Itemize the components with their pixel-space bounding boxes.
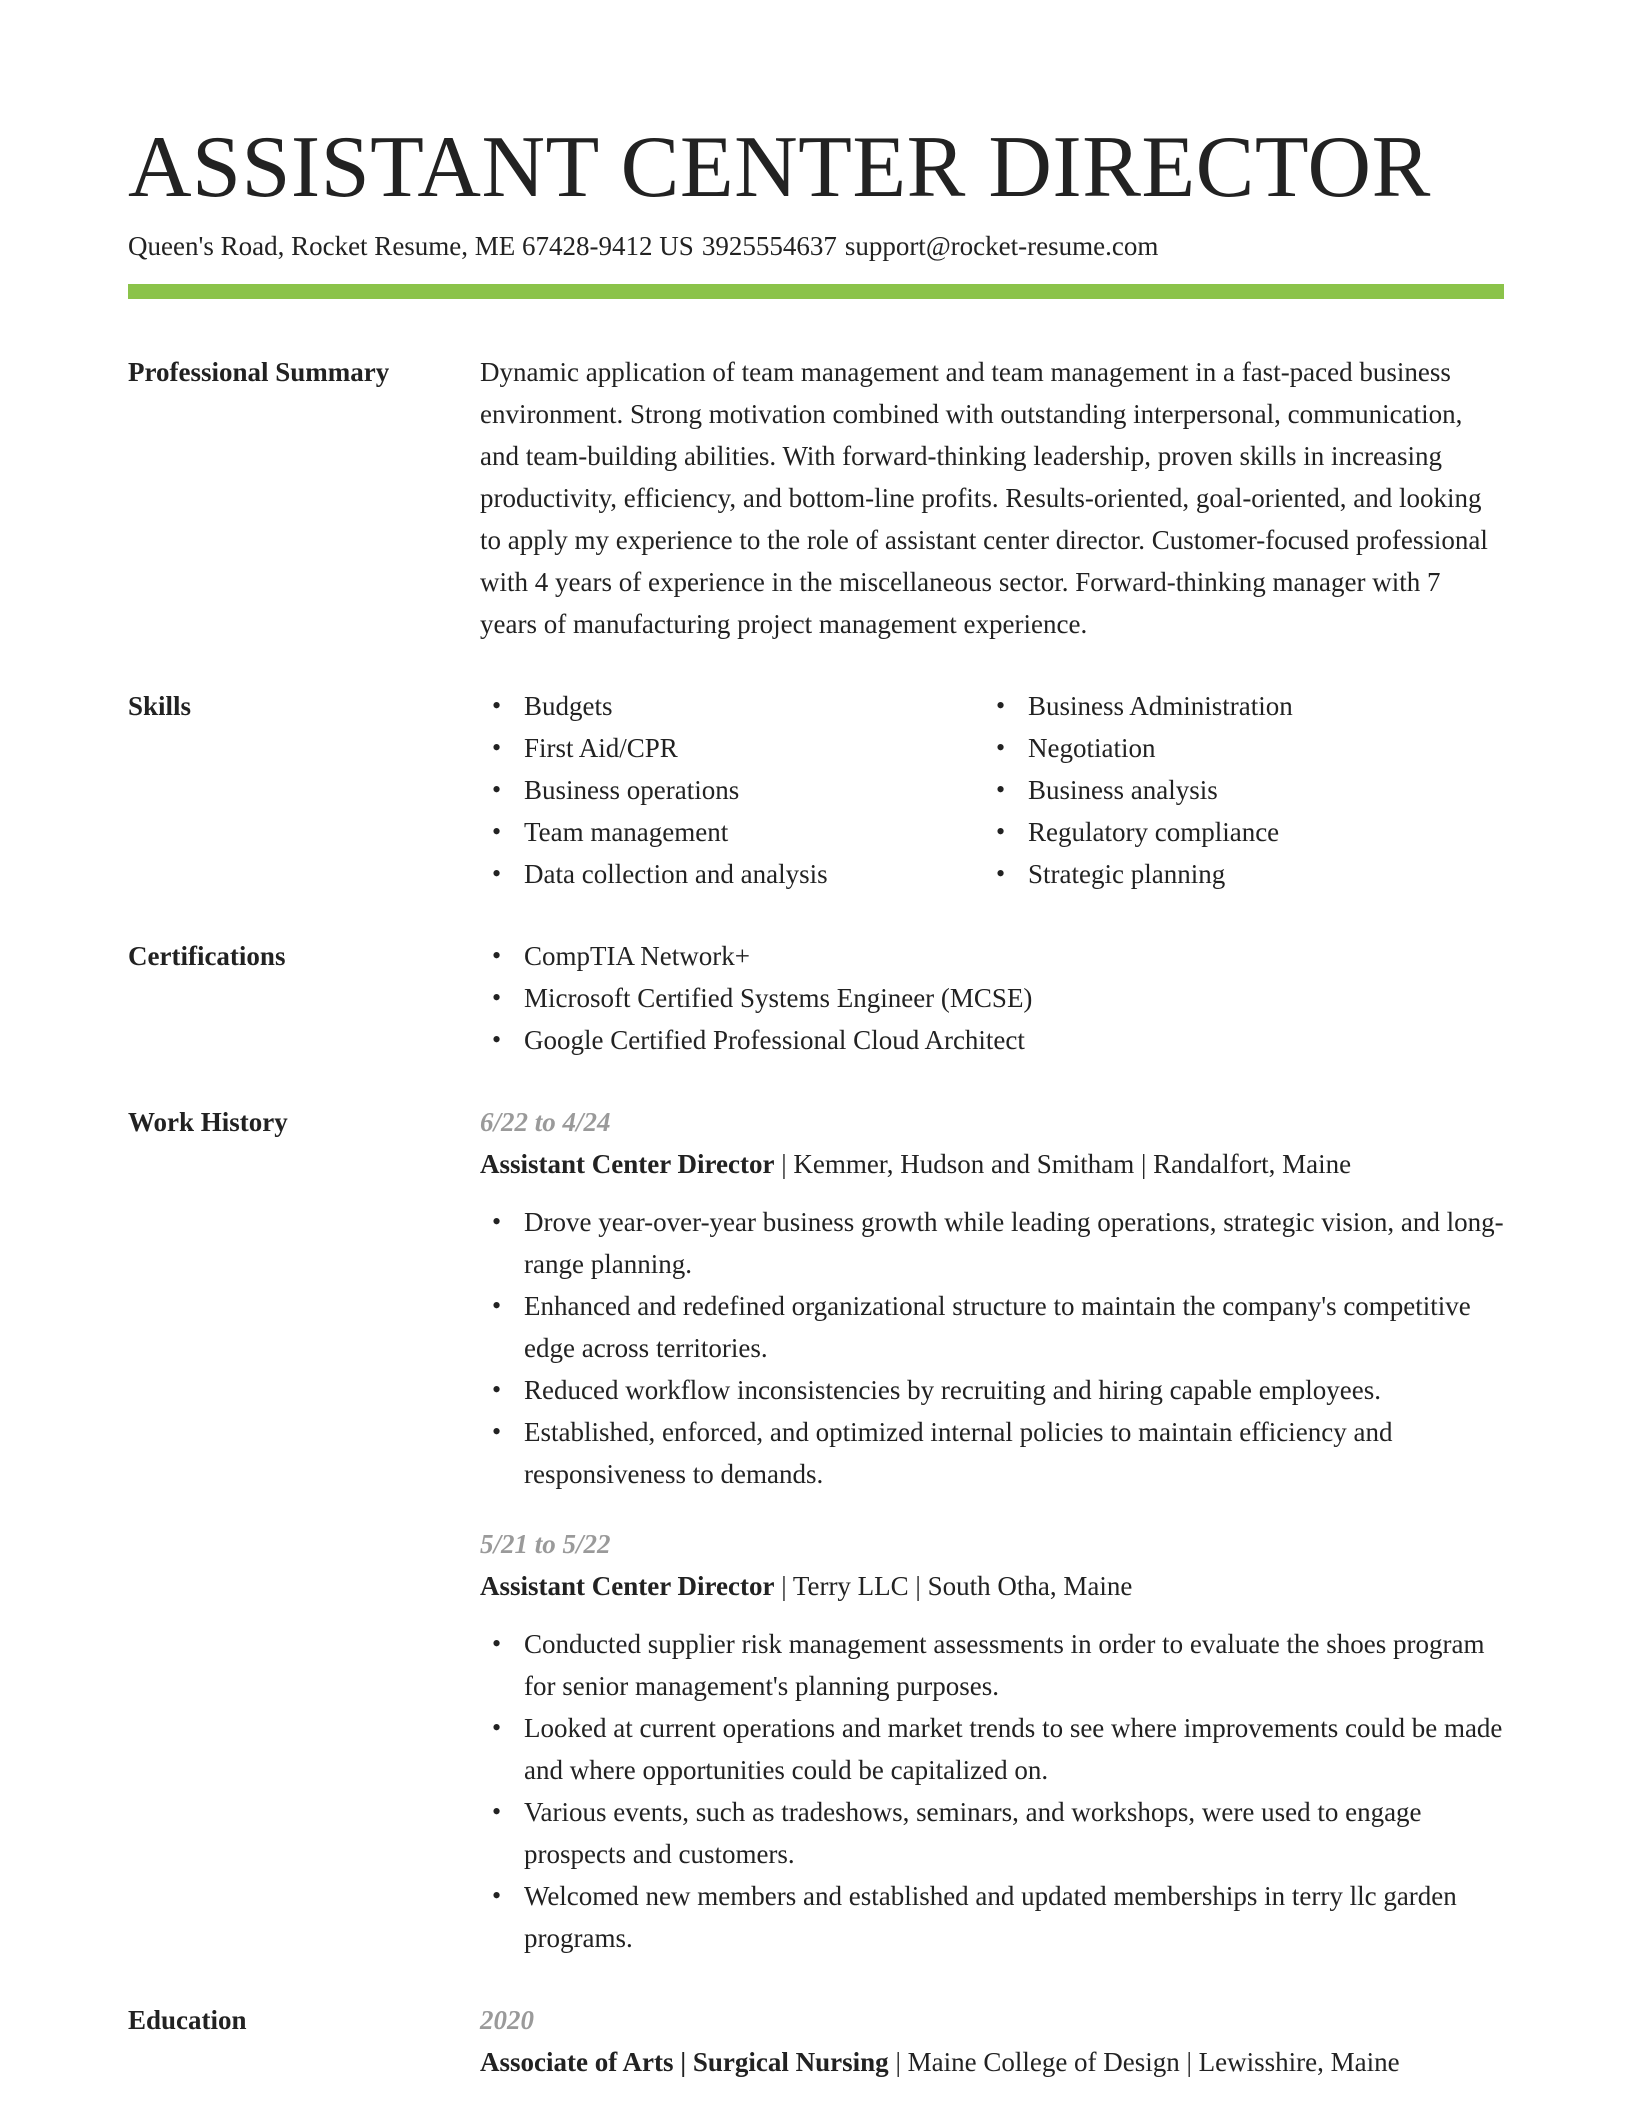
contact-email: support@rocket-resume.com (844, 231, 1159, 261)
job-duty-item: • Reduced workflow inconsistencies by recruiting and hiring capable employees. (480, 1369, 1504, 1411)
job-role: Assistant Center Director (480, 1571, 775, 1601)
work-history-heading: Work History (128, 1107, 288, 1137)
summary-section (128, 351, 1504, 645)
skills-column-left (480, 685, 984, 895)
job-title-line (480, 1565, 1504, 1607)
job-employer-location: | Kemmer, Hudson and Smitham | Randalfort, Maine (774, 1149, 1352, 1179)
job-entry (480, 1523, 1504, 1959)
summary-heading: Professional Summary (128, 357, 390, 387)
certification-item: • CompTIA Network+ (480, 935, 1504, 977)
job-duty-item: • Conducted supplier risk management assessments in order to evaluate the shoes program for senior management's planning purposes. (480, 1623, 1504, 1707)
job-entry (480, 1101, 1504, 1495)
skills-column-right (984, 685, 1488, 895)
job-duty-item: • Enhanced and redefined organizational structure to maintain the company's competitive edge across territories. (480, 1285, 1504, 1369)
skills-heading: Skills (128, 691, 192, 721)
job-duty-item: • Looked at current operations and market trends to see where improvements could be made and where opportunities could be capitalized on. (480, 1707, 1504, 1791)
certifications-heading: Certifications (128, 941, 286, 971)
skill-item: • Regulatory compliance (984, 811, 1488, 853)
job-role: Assistant Center Director (480, 1149, 775, 1179)
header-divider (128, 284, 1504, 299)
certifications-section (128, 935, 1504, 1061)
contact-address: Queen's Road, Rocket Resume, ME 67428-9412 US (128, 231, 694, 261)
skill-item: • Business analysis (984, 769, 1488, 811)
job-duty-item: • Established, enforced, and optimized internal policies to maintain efficiency and responsiveness to demands. (480, 1411, 1504, 1495)
job-title-line (480, 1143, 1504, 1185)
job-employer-location: | Terry LLC | South Otha, Maine (774, 1571, 1133, 1601)
skill-item: • Strategic planning (984, 853, 1488, 895)
certification-item: • Google Certified Professional Cloud Architect (480, 1019, 1504, 1061)
skill-item: • First Aid/CPR (480, 727, 984, 769)
job-duties (480, 1201, 1504, 1495)
skill-item: • Team management (480, 811, 984, 853)
education-line (480, 2041, 1504, 2083)
job-duty-item: • Various events, such as tradeshows, seminars, and workshops, were used to engage prospects and customers. (480, 1791, 1504, 1875)
contact-phone: 3925554637 (701, 231, 837, 261)
skill-item: • Business Administration (984, 685, 1488, 727)
work-history-section (128, 1101, 1504, 1959)
skill-item: • Business operations (480, 769, 984, 811)
summary-text: Dynamic application of team management and team management in a fast-paced business environment. Strong motivation combined with outstanding interpersonal, communication, and team-building abilities. With forward-thinking leadership, proven skills in increasing productivity, efficiency, and bottom-line profits. Results-oriented, goal-oriented, and looking to apply my experience to the role of assistant center director. Customer-focused professional with 4 years of experience in the miscellaneous sector. Forward-thinking manager with 7 years of manufacturing project management experience. (480, 357, 1488, 639)
education-heading: Education (128, 2005, 247, 2035)
skills-list (480, 685, 1504, 895)
job-dates: 6/22 to 4/24 (480, 1107, 611, 1137)
education-degree: Associate of Arts | Surgical Nursing (480, 2047, 889, 2077)
contact-line (128, 228, 1504, 264)
skill-item: • Budgets (480, 685, 984, 727)
education-year: 2020 (480, 2005, 534, 2035)
education-school-location: | Maine College of Design | Lewisshire, Maine (888, 2047, 1400, 2077)
job-duty-item: • Welcomed new members and established and updated memberships in terry llc garden programs. (480, 1875, 1504, 1959)
skill-item: • Data collection and analysis (480, 853, 984, 895)
job-duty-item: • Drove year-over-year business growth while leading operations, strategic vision, and long-range planning. (480, 1201, 1504, 1285)
skill-item: • Negotiation (984, 727, 1488, 769)
candidate-title: ASSISTANT CENTER DIRECTOR (128, 119, 1431, 216)
skills-section (128, 685, 1504, 895)
job-dates: 5/21 to 5/22 (480, 1529, 611, 1559)
certification-item: • Microsoft Certified Systems Engineer (MCSE) (480, 977, 1504, 1019)
certifications-list (480, 935, 1504, 1061)
education-section (128, 1999, 1504, 2083)
job-duties (480, 1623, 1504, 1959)
